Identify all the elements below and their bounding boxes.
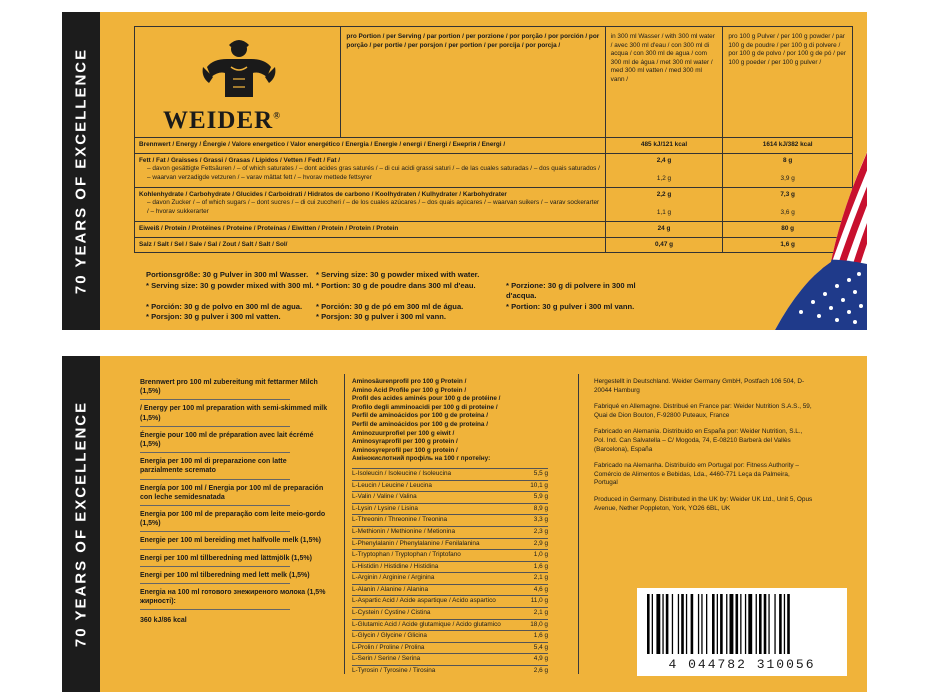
- us-flag-icon: [771, 152, 867, 330]
- address-block: Fabricado en Alemania. Distribuido en España por: Weider Nutrition, S.L., Pol. Ind. Can Salvatella – C/ Mogoda, 74, E-08210 Barberà del Vallès (Barcelona), España: [594, 428, 803, 453]
- amino-value: 4,9 g: [533, 655, 548, 663]
- amino-name: L-Methionin / Methionine / Metionina: [352, 527, 456, 535]
- amino-row: [352, 503, 548, 515]
- barcode: [637, 588, 847, 676]
- amino-header-line: Амінокислотний профіль на 100 г протеїну:: [352, 455, 491, 463]
- energy-rule: [140, 399, 290, 400]
- portion-info: [146, 270, 666, 323]
- amino-value: 5,4 g: [533, 643, 548, 651]
- table-row: [135, 238, 852, 253]
- energy-title: Energia por 100 ml de preparação com leite meio-gordo (1,5%): [140, 511, 326, 528]
- amino-row: [352, 572, 548, 584]
- portion-text: * Porsjon: 30 g pulver i 300 ml vatten.: [146, 312, 281, 322]
- energy-item: [140, 554, 330, 567]
- energy-rule: [140, 505, 290, 506]
- header-water: in 300 ml Wasser / with 300 ml water / avec 300 ml d'eau / con 300 ml di acqua / con 300 ml de agua / com 300 ml de água / met 300 ml water / med 300 ml vatten / med 300 ml vann /: [605, 27, 723, 137]
- portion-text: * Serving size: 30 g powder mixed with 300 ml.: [146, 280, 314, 290]
- portion-line: [146, 270, 666, 281]
- address-block: Fabriqué en Allemagne. Distribué en France par: Weider Nutrition S.A.S., 59, Quai de Dion Bouton, F-92800 Puteaux, France: [594, 403, 812, 419]
- value-powder: 1614 kJ/382 kcal: [762, 141, 813, 148]
- amino-row: [352, 607, 548, 619]
- row-label: Eiweiß / Protein / Protéines / Proteine / Proteínas / Eiwitten / Protein / Protein / Protein: [139, 224, 399, 232]
- row-label: Brennwert / Energy / Énergie / Valore energetico / Valor energético / Energia / Energie / energi / Energi / Енергія / Energi /: [139, 141, 506, 148]
- amino-header-line: Aminosyraprofil per 100 g protein /: [352, 438, 458, 446]
- amino-name: L-Isoleucin / Isoleucine / Isoleucina: [352, 469, 452, 477]
- amino-name: L-Leucin / Leucine / Leucina: [352, 481, 432, 489]
- amino-value: 1,0 g: [533, 551, 548, 559]
- amino-value: 2,9 g: [533, 539, 548, 547]
- row-label: Fett / Fat / Graisses / Grassi / Grasas / Lípidos / Vetten / Fedt / Fat /: [139, 156, 341, 164]
- energy-item: [140, 431, 330, 453]
- portion-text: * Porzione: 30 g di polvere in 300 ml d'acqua.: [506, 280, 636, 301]
- amino-value: 4,6 g: [533, 585, 548, 593]
- barcode-bars: [647, 594, 837, 654]
- row-labels: [135, 238, 605, 253]
- value-powder: 1,6 g: [780, 240, 795, 248]
- amino-row: [352, 665, 548, 677]
- amino-name: L-Lysin / Lysine / Lisina: [352, 504, 418, 512]
- amino-name: L-Glutamic Acid / Acide glutamique / Acido glutamico: [352, 620, 501, 628]
- energy-title: / Energy per 100 ml preparation with semi-skimmed milk (1,5%): [140, 405, 328, 422]
- portion-text: * Portion: 30 g pulver i 300 ml vann.: [506, 301, 635, 311]
- amino-value: 11,0 g: [530, 597, 548, 605]
- amino-value: 5,9 g: [533, 493, 548, 501]
- amino-value: 10,1 g: [530, 481, 548, 489]
- energy-rule: [140, 609, 290, 610]
- energy-value: 360 kJ/86 kcal: [140, 617, 187, 625]
- energy-item: [140, 404, 330, 426]
- amino-name: L-Aspartic Acid / Acide aspartique / Acido aspartico: [352, 597, 496, 605]
- divider: [578, 374, 579, 674]
- energy-rule: [140, 549, 290, 550]
- amino-row: [352, 630, 548, 642]
- amino-name: L-Tyrosin / Tyrosine / Tirosina: [352, 667, 436, 675]
- energy-rule: [140, 566, 290, 567]
- energy-item: [140, 457, 330, 479]
- amino-value: 3,3 g: [533, 516, 548, 524]
- amino-row: [352, 561, 548, 573]
- side-band: [62, 356, 100, 692]
- side-text: 70 YEARS OF EXCELLENCE: [72, 400, 90, 648]
- value-powder: 80 g: [781, 224, 795, 232]
- amino-value: 2,1 g: [533, 609, 548, 617]
- row-labels: [135, 154, 605, 187]
- energy-title: Energi per 100 ml tillberedning med lättmjölk (1,5%): [140, 554, 312, 562]
- energy-item: [140, 536, 330, 549]
- amino-value: 2,1 g: [533, 574, 548, 582]
- row-values-water: [605, 138, 723, 153]
- amino-column: [352, 378, 548, 677]
- portion-line: [146, 302, 666, 313]
- row-sub-label: – davon gesättigte Fettsäuren / – of which saturates / – dont acides gras saturés / – di cui acidi grassi saturi / – de las cuales saturadas / – dos quais saturados / – waarvan verzadigde vetzuren / – varav mättat fett / – hvorav mettede fettsyrer: [147, 165, 600, 181]
- address-block: Hergestellt in Deutschland. Weider Germany GmbH, Postfach 106 504, D-20044 Hamburg: [594, 378, 805, 394]
- table-row: [135, 138, 852, 154]
- value-water: 24 g: [657, 224, 671, 232]
- address-column: [594, 378, 814, 521]
- portion-text: * Portion: 30 g de poudre dans 300 ml d'eau.: [316, 280, 476, 290]
- side-band: [62, 12, 100, 330]
- portion-text: * Porción: 30 g de pó em 300 ml de água.: [316, 301, 464, 311]
- amino-row: [352, 584, 548, 596]
- amino-header-line: Profilo degli amminoacidi per 100 g di proteine /: [352, 403, 498, 411]
- energy-title: Énergie pour 100 ml de préparation avec lait écrémé (1,5%): [140, 431, 314, 449]
- energy-title: Energia на 100 ml готового знежиреного молока (1,5% жирності):: [140, 589, 326, 606]
- amino-row: [352, 538, 548, 550]
- amino-header-line: Aminozuurprofiel per 100 g eiwit /: [352, 429, 455, 437]
- amino-rows: [352, 468, 548, 677]
- portion-text: [506, 312, 666, 323]
- table-row: [135, 188, 852, 222]
- portion-text: Portionsgröße: 30 g Pulver in 300 ml Wasser.: [146, 270, 309, 279]
- amino-row: [352, 514, 548, 526]
- header-powder: pro 100 g Pulver / per 100 g powder / par 100 g de poudre / per 100 g di polvere / por 100 g de polvo / por 100 g de pó / per 100 g poeder / per 100 g pulver /: [722, 27, 852, 137]
- amino-header-line: Profil des acides aminés pour 100 g de protéine /: [352, 395, 501, 403]
- table-row: [135, 154, 852, 188]
- amino-header-line: Perfil de aminoácidos por 100 g de proteína /: [352, 420, 489, 428]
- divider: [344, 374, 345, 674]
- row-values-water: [605, 238, 723, 253]
- amino-name: L-Serin / Serine / Serina: [352, 655, 421, 663]
- amino-row: [352, 491, 548, 503]
- amino-header: [352, 378, 548, 464]
- nutrition-table: [134, 26, 853, 253]
- value-water: 0,47 g: [654, 240, 674, 248]
- amino-row: [352, 468, 548, 480]
- row-labels: [135, 188, 605, 221]
- amino-value: 8,9 g: [533, 504, 548, 512]
- nutrition-rows: [135, 138, 852, 252]
- energy-item: [140, 571, 330, 584]
- portion-text: [506, 270, 666, 281]
- address-block: Fabricado na Alemanha. Distribuído em Portugal por: Fitness Authority – Comércio de Alimentos e Bebidas, Lda., 4460-771 Leça da Palmeira, Portugal: [594, 462, 799, 487]
- energy-rule: [140, 531, 290, 532]
- portion-text: * Porción: 30 g de polvo en 300 ml de agua.: [146, 301, 303, 311]
- row-values-water: [605, 222, 723, 237]
- energy-rule: [140, 479, 290, 480]
- value-powder: 3,6 g: [780, 209, 795, 217]
- row-labels: [135, 138, 605, 153]
- value-water: 1,1 g: [656, 209, 672, 217]
- energy-column: [140, 378, 330, 626]
- amino-value: 2,3 g: [533, 527, 548, 535]
- amino-value: 1,6 g: [533, 632, 548, 640]
- side-text: 70 YEARS OF EXCELLENCE: [72, 47, 90, 295]
- amino-row: [352, 480, 548, 492]
- table-header: [135, 27, 852, 138]
- logo-word: WEIDER®: [163, 107, 281, 134]
- address-block: Produced in Germany. Distributed in the UK by: Weider UK Ltd., Unit 5, Opus Avenue, Nether Poppleton, York, YO26 6BL, UK: [594, 495, 813, 512]
- row-label: Salz / Salt / Sel / Sale / Sal / Zout / Salt / Salt / Sol/: [139, 240, 288, 248]
- amino-header-line: Amino Acid Profile per 100 g Protein /: [352, 386, 467, 394]
- portion-line: [146, 281, 666, 302]
- energy-title: Brennwert pro 100 ml zubereitung mit fettarmer Milch (1,5%): [140, 379, 318, 396]
- amino-row: [352, 619, 548, 631]
- row-sub-label: – davon Zucker / – of which sugars / – dont sucres / – di cui zuccheri / – de los cuales azúcares / – dos quais açúcares / – waarvan suikers / – varav sockerarter / – hvorav sukkerarter: [147, 199, 600, 215]
- amino-name: L-Alanin / Alanine / Alanina: [352, 585, 429, 593]
- energy-item: [140, 510, 330, 532]
- portion-text: * Serving size: 30 g powder mixed with water.: [316, 270, 480, 279]
- value-powder: 7,3 g: [780, 190, 795, 198]
- amino-header-line: Aminosyreprofil per 100 g protein /: [352, 446, 458, 454]
- amino-name: L-Threonin / Threonine / Treonina: [352, 516, 448, 524]
- logo-cell: [135, 27, 340, 137]
- energy-item: [140, 378, 330, 400]
- barcode-number: 4 044782 310056: [668, 657, 816, 672]
- amino-value: 18,0 g: [530, 620, 548, 628]
- portion-line: [146, 312, 666, 323]
- row-values-water: [605, 188, 723, 221]
- energy-item: [140, 588, 330, 610]
- energy-title: Energi per 100 ml tilberedning med lett melk (1,5%): [140, 571, 310, 579]
- energy-title: Energía por 100 ml / Energia por 100 ml de preparación con leche semidesnatada: [140, 484, 324, 501]
- bottom-panel: [62, 356, 867, 692]
- amino-row: [352, 642, 548, 654]
- energy-rule: [140, 583, 290, 584]
- row-values-water: [605, 154, 723, 187]
- amino-header-line: Perfil de aminoácidos por 100 g de proteína /: [352, 412, 489, 420]
- value-powder: 8 g: [783, 156, 793, 164]
- header-per-serving: pro Portion / per Serving / par portion / per porzione / por porção / por porción / por porção / per portie / per porsjon / per portion / per porcija / por porcja /: [340, 27, 604, 137]
- amino-header-line: Aminosäurenprofil pro 100 g Protein /: [352, 378, 467, 385]
- energy-item: [140, 484, 330, 506]
- value-water: 2,4 g: [656, 156, 672, 164]
- value-water: 2,2 g: [656, 190, 672, 198]
- value-water: 485 kJ/121 kcal: [640, 141, 688, 148]
- amino-name: L-Histidin / Histidine / Histidina: [352, 562, 439, 570]
- amino-row: [352, 549, 548, 561]
- row-label: Kohlenhydrate / Carbohydrate / Glucides / Carboidrati / Hidratos de carbono / Koolhydraten / Kulhydrater / Karbohydrater: [139, 190, 507, 198]
- amino-value: 1,6 g: [533, 562, 548, 570]
- top-panel: [62, 12, 867, 330]
- energy-rule: [140, 426, 290, 427]
- bodybuilder-logo-icon: [147, 37, 337, 133]
- amino-name: L-Prolin / Proline / Prolina: [352, 643, 425, 651]
- amino-row: [352, 595, 548, 607]
- amino-value: 2,6 g: [533, 667, 548, 675]
- energy-title: Energia per 100 ml di preparazione con latte parzialmente scremato: [140, 458, 287, 475]
- amino-name: L-Arginin / Arginine / Arginina: [352, 574, 435, 582]
- amino-name: L-Phenylalanin / Phenylalanine / Fenilalanina: [352, 539, 480, 547]
- energy-list: [140, 378, 330, 610]
- amino-row: [352, 653, 548, 665]
- amino-row: [352, 526, 548, 538]
- amino-name: L-Glycin / Glycine / Glicina: [352, 632, 427, 640]
- amino-name: L-Valin / Valine / Valina: [352, 493, 417, 501]
- energy-title: Energie per 100 ml bereiding met halfvolle melk (1,5%): [140, 537, 321, 545]
- row-values-powder: [722, 138, 852, 153]
- row-labels: [135, 222, 605, 237]
- portion-text: * Porsjon: 30 g pulver i 300 ml vann.: [316, 312, 446, 322]
- amino-name: L-Tryptophan / Tryptophan / Triptofano: [352, 551, 461, 559]
- value-powder: 3,9 g: [780, 175, 795, 183]
- amino-value: 5,5 g: [533, 469, 548, 477]
- value-water: 1,2 g: [656, 175, 672, 183]
- amino-name: L-Cystein / Cystine / Cistina: [352, 609, 431, 617]
- table-row: [135, 222, 852, 238]
- energy-rule: [140, 452, 290, 453]
